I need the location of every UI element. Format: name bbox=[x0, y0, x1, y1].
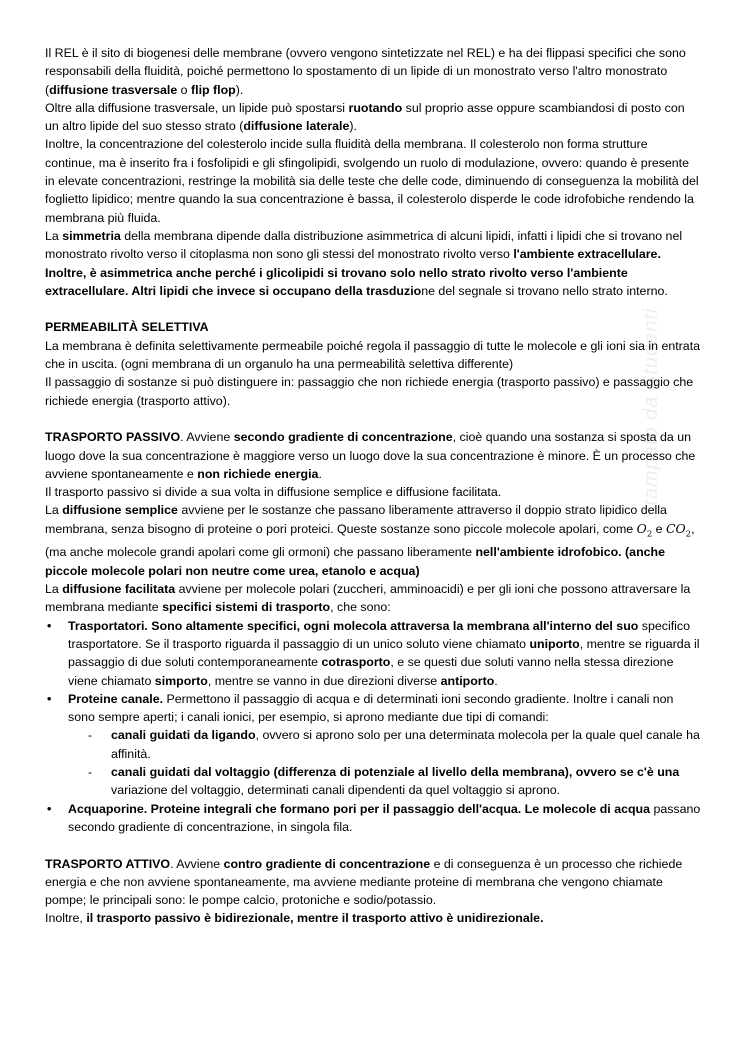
text: . Avviene bbox=[180, 430, 234, 445]
bold-text: Trasportatori. Sono altamente specifici, ogni molecola attraversa la membrana all'interno del suo bbox=[68, 618, 639, 633]
bullet-icon: • bbox=[47, 691, 52, 706]
text: , e se questi due soluti vanno nella stessa direzione viene chiamato bbox=[68, 655, 674, 688]
formula-co2 bbox=[666, 520, 692, 540]
term-simmetria: simmetria bbox=[62, 228, 121, 243]
text: La bbox=[45, 503, 63, 518]
formula-subscript: 2 bbox=[685, 529, 692, 540]
intro-paragraph-3: Inoltre, la concentrazione del colesterolo incide sulla fluidità della membrana. Il colesterolo non forma strutture continue, ma è inserito fra i fosfolipidi e gli sfingolipidi, svolgendo un ruolo di modulazione, ovvero: quando è presente in elevate concentrazioni, restringe la mobilità sia delle teste che delle code, diminuendo di conseguenza la mobilità del foglietto lipidico; mentre quando la sua concentrazione è bassa, il colesterolo disperde le code idrofobiche rendendo la membrana più fluida. bbox=[45, 137, 699, 225]
text: sul proprio asse oppure scambiandosi di posto con un altro lipide del suo stesso strato ( bbox=[45, 100, 685, 134]
term-contro-gradiente: contro gradiente di concentrazione bbox=[223, 856, 431, 871]
attivo-paragraph-2 bbox=[45, 909, 701, 927]
text: Il REL è il sito di biogenesi delle membrane (ovvero vengono sintetizzate nel REL) e ha dei flippasi specifici che sono responsabili della fluidità, poiché permettono lo spostamento di un lipide di un monostrato verso l'altro monostrato ( bbox=[45, 46, 686, 97]
bold-text: nell'ambiente idrofobico. (anche piccole molecole polari non neutre come urea, etanolo e acqua) bbox=[45, 545, 665, 578]
term-flip-flop: flip flop bbox=[191, 82, 236, 97]
bullet-icon: • bbox=[47, 618, 52, 633]
list-item-acquaporine bbox=[45, 800, 701, 837]
text: ). bbox=[235, 82, 244, 97]
text: ne del segnale si trovano nello strato interno. bbox=[421, 283, 668, 298]
text: ). bbox=[349, 119, 357, 134]
passivo-paragraph-2: Il trasporto passivo si divide a sua volta in diffusione semplice e diffusione facilitata. bbox=[45, 485, 502, 500]
text: . bbox=[494, 673, 498, 688]
permeabilita-paragraph-2: Il passaggio di sostanze si può distinguere in: passaggio che non richiede energia (trasporto passivo) e passaggio che richiede energia (trasporto attivo). bbox=[45, 375, 694, 408]
text: o bbox=[177, 82, 192, 97]
text: passano secondo gradiente di concentrazione, in singola fila. bbox=[68, 801, 701, 834]
attivo-paragraph-1 bbox=[45, 855, 701, 910]
text: avviene per le sostanze che passano liberamente attraverso il doppio strato lipidico della membrana, senza bisogno di proteine o pori proteici. Queste sostanze sono piccole molecole apolari, come bbox=[45, 503, 667, 536]
passivo-paragraph-4 bbox=[45, 580, 701, 617]
section-heading-attivo: TRASPORTO ATTIVO bbox=[45, 856, 171, 871]
term-diffusione-laterale: diffusione laterale bbox=[243, 119, 350, 134]
sub-list bbox=[68, 726, 701, 799]
term-ruotando: ruotando bbox=[348, 100, 403, 115]
text: Inoltre, bbox=[45, 911, 87, 926]
term-canali-ligando: canali guidati da ligando bbox=[111, 728, 256, 743]
text: . bbox=[318, 466, 322, 481]
passivo-paragraph-3 bbox=[45, 501, 701, 580]
sub-item-ligando bbox=[88, 726, 701, 763]
transport-list bbox=[45, 617, 701, 837]
formula-subscript: 2 bbox=[646, 529, 653, 540]
text: La bbox=[45, 582, 63, 597]
term-uniporto: uniporto bbox=[529, 636, 580, 651]
term-diffusione-facilitata: diffusione facilitata bbox=[62, 582, 176, 597]
dash-icon: - bbox=[88, 728, 93, 743]
text: Oltre alla diffusione trasversale, un lipide può spostarsi bbox=[45, 100, 349, 115]
dash-icon: - bbox=[88, 765, 93, 780]
text: , (ma anche molecole grandi apolari come gli ormoni) che passano liberamente bbox=[45, 521, 695, 560]
intro-paragraph-1 bbox=[45, 44, 701, 99]
text: della membrana dipende dalla distribuzione asimmetrica di alcuni lipidi, infatti i lipidi che si trovano nel monostrato rivolto verso il citoplasma non sono gli stessi del monostrato rivolto verso bbox=[45, 228, 683, 262]
text: e bbox=[652, 521, 667, 536]
text: variazione del voltaggio, determinati canali dipendenti da quel voltaggio si aprono. bbox=[111, 783, 561, 798]
watermark: Stampato da Studenti bbox=[640, 307, 662, 520]
text: La bbox=[45, 228, 63, 243]
bullet-icon: • bbox=[47, 801, 52, 816]
section-heading-permeabilita bbox=[45, 318, 701, 336]
term-simporto: simporto bbox=[154, 673, 208, 688]
text: , mentre se riguarda il passaggio di due soluti contemporaneamente bbox=[68, 636, 700, 670]
sub-item-voltaggio bbox=[88, 763, 701, 800]
text: e di conseguenza è un processo che richiede energia e che non avviene spontaneamente, ma avviene mediante proteine di membrana che vengono chiamate pompe; le principali sono: le pompe calcio, protoniche e sodio/potassio. bbox=[45, 856, 683, 908]
term-diffusione-trasversale: diffusione trasversale bbox=[49, 82, 178, 97]
formula-base: CO bbox=[666, 520, 686, 536]
formula-base: O bbox=[636, 520, 647, 536]
term-cotrasporto: cotrasporto bbox=[321, 655, 391, 670]
section-heading-passivo: TRASPORTO PASSIVO bbox=[45, 430, 181, 445]
list-item-proteine-canale bbox=[45, 690, 701, 800]
text: , mentre se vanno in due direzioni diverse bbox=[207, 673, 441, 688]
heading-text: PERMEABILITÀ SELETTIVA bbox=[45, 320, 209, 335]
intro-paragraph-2 bbox=[45, 99, 701, 136]
document-page bbox=[45, 44, 701, 928]
term-canali-voltaggio: canali guidati dal voltaggio (differenza di potenziale al livello della membrana), ovvero se c'è una bbox=[111, 765, 680, 780]
text: , cioè quando una sostanza si sposta da un luogo dove la sua concentrazione è maggiore verso un luogo dove la sua concentrazione è minore. È un processo che avviene spontaneamente e bbox=[45, 430, 696, 481]
term-proteine-canale: Proteine canale. bbox=[68, 691, 164, 706]
text: , ovvero si aprono solo per una determinata molecola per la quale quel canale ha affinità. bbox=[111, 728, 700, 761]
term-sistemi-trasporto: specifici sistemi di trasporto bbox=[162, 600, 331, 615]
text: Permettono il passaggio di acqua e di determinati ioni secondo gradiente. Inoltre i canali non sono sempre aperti; i canali ionici, per esempio, si aprono mediante due tipi di comandi: bbox=[68, 691, 674, 725]
bold-text: . Proteine integrali che formano pori per il passaggio dell'acqua. Le molecole di acqua bbox=[143, 801, 651, 816]
spacer bbox=[45, 300, 701, 318]
term-acquaporine: Acquaporine bbox=[68, 801, 144, 816]
passivo-paragraph-1 bbox=[45, 428, 701, 483]
formula-o2 bbox=[636, 520, 653, 540]
text: . Avviene bbox=[170, 856, 224, 871]
bold-text: l'ambiente extracellulare. Inoltre, è asimmetrica anche perché i glicolipidi si trovano solo nello strato rivolto verso l'ambiente extracellulare. Altri lipidi che invece si occupano della trasduzio bbox=[45, 247, 661, 298]
term-secondo-gradiente: secondo gradiente di concentrazione bbox=[233, 430, 453, 445]
spacer bbox=[45, 410, 701, 428]
permeabilita-paragraph-1: La membrana è definita selettivamente permeabile poiché regola il passaggio di tutte le molecole e gli ioni sia in entrata che in uscita. (ogni membrana di un organulo ha una permeabilità selettiva differente) bbox=[45, 338, 701, 372]
term-non-richiede-energia: non richiede energia bbox=[197, 466, 319, 481]
list-item-trasportatori bbox=[45, 617, 701, 690]
text: avviene per molecole polari (zuccheri, amminoacidi) e per gli ioni che possono attraversare la membrana mediante bbox=[45, 582, 691, 615]
bold-text: il trasporto passivo è bidirezionale, mentre il trasporto attivo è unidirezionale. bbox=[86, 911, 544, 926]
term-antiporto: antiporto bbox=[440, 673, 495, 688]
spacer bbox=[45, 836, 701, 854]
text: specifico trasportatore. Se il trasporto riguarda il passaggio di un unico soluto viene chiamato bbox=[68, 618, 690, 651]
term-diffusione-semplice: diffusione semplice bbox=[62, 503, 178, 518]
intro-paragraph-4 bbox=[45, 227, 701, 300]
text: , che sono: bbox=[330, 600, 391, 615]
